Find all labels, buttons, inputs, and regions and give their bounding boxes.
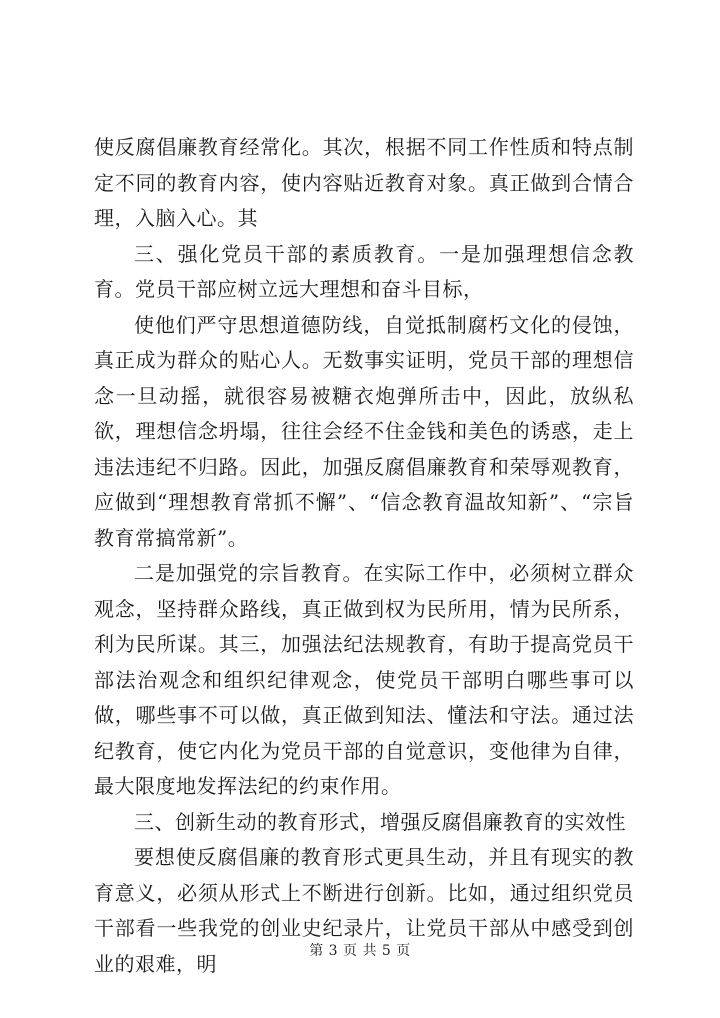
paragraph-1: 使反腐倡廉教育经常化。其次，根据不同工作性质和特点制定不同的教育内容，使内容贴近教育对象。真正做到合情合理，入脑入心。其 bbox=[94, 135, 634, 230]
paragraph-2: 三、强化党员干部的素质教育。一是加强理想信念教育。党员干部应树立远大理想和奋斗目标， bbox=[94, 241, 634, 301]
section-heading: 三、创新生动的教育形式，增强反腐倡廉教育的实效性 bbox=[134, 809, 626, 834]
page-number-footer: 第 3 页 共 5 页 bbox=[309, 943, 411, 959]
paragraph-3: 使他们严守思想道德防线，自觉抵制腐朽文化的侵蚀，真正成为群众的贴心人。无数事实证明，党员干部的理想信念一旦动摇，就很容易被糖衣炮弹所击中，因此，放纵私欲，理想信念坍塌，往往会经不住金钱和美色的诱惑，走上违法违纪不归路。因此，加强反腐倡廉教育和荣辱观教育，应做到“理想教育常抓不懈”、“信念教育温故知新”、“宗旨教育常搞常新”。 bbox=[94, 312, 634, 550]
document-body bbox=[94, 130, 634, 982]
paragraph-4: 二是加强党的宗旨教育。在实际工作中，必须树立群众观念，坚持群众路线，真正做到权为民所用，情为民所系，利为民所谋。其三，加强法纪法规教育，有助于提高党员干部法治观念和组织纪律观念，使党员干部明白哪些事可以做，哪些事不可以做，真正做到知法、懂法和守法。通过法纪教育，使它内化为党员干部的自觉意识，变他律为自律，最大限度地发挥法纪的约束作用。 bbox=[94, 561, 634, 798]
paragraph-6: 要想使反腐倡廉的教育形式更具生动，并且有现实的教育意义，必须从形式上不断进行创新。比如，通过组织党员干部看一些我党的创业史纪录片，让党员干部从中感受到创业的艰难，明 bbox=[94, 845, 634, 976]
